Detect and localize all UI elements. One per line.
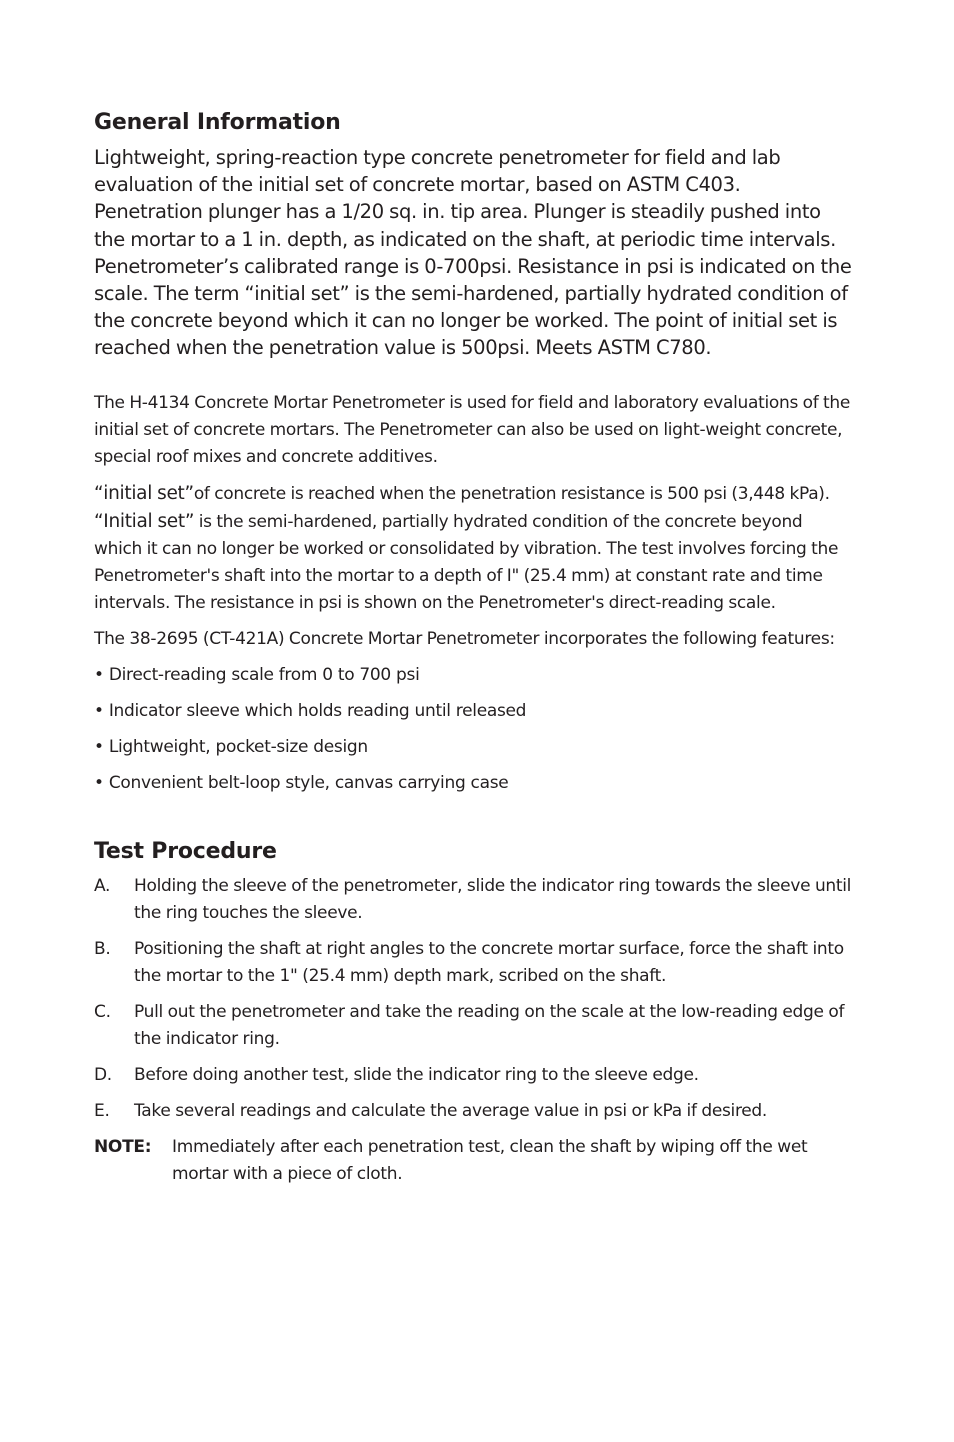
step-text: Before doing another test, slide the indicator ring to the sleeve edge. — [134, 1064, 699, 1085]
feature-item: • Lightweight, pocket-size design — [94, 736, 368, 757]
initial-set-term-2: “Initial set” — [94, 510, 195, 532]
spacer — [94, 362, 854, 390]
step-text: Pull out the penetrometer and take the reading on the scale at the low-reading edge of the indicator ring. — [134, 1001, 845, 1049]
procedure-step — [94, 936, 854, 990]
initial-set-text-1: of concrete is reached when the penetration resistance is 500 psi (3,448 kPa). — [193, 483, 830, 504]
step-text: Take several readings and calculate the average value in psi or kPa if desired. — [134, 1100, 768, 1121]
test-procedure-section — [94, 837, 854, 1188]
initial-set-text-2: is the semi-hardened, partially hydrated condition of the concrete beyond which it can no longer be worked or consolidated by vibration. The test involves forcing the Penetrometer's shaft into the mortar to a depth of I" (25.4 mm) at constant rate and time intervals. The resistance in psi is shown on the Penetrometer's direct-reading scale. — [94, 511, 839, 613]
step-marker: C. — [94, 1001, 111, 1022]
procedure-step — [94, 873, 854, 927]
general-information-heading: General Information — [94, 110, 341, 135]
spacer — [94, 471, 854, 480]
note-block — [94, 1134, 854, 1188]
step-marker: A. — [94, 875, 111, 896]
step-marker: B. — [94, 938, 111, 959]
initial-set-paragraph — [94, 480, 854, 617]
step-marker: E. — [94, 1100, 110, 1121]
features-list — [94, 662, 854, 797]
intro-paragraph: Lightweight, spring-reaction type concrete penetrometer for field and lab evaluation of the initial set of concrete mortar, based on ASTM C403. Penetration plunger has a 1/20 sq. in. tip area. Plunger is steadily pushed into the mortar to a 1 in. depth, as indicated on the shaft, at periodic time intervals. Penetrometer’s calibrated range is 0-700psi. Resistance in psi is indicated on the scale. The term “initial set” is the semi-hardened, partially hydrated condition of the concrete beyond which it can no longer be worked. The point of initial set is reached when the penetration value is 500psi. Meets ASTM C780. — [94, 146, 852, 360]
note-text: Immediately after each penetration test, clean the shaft by wiping off the wet mortar with a piece of cloth. — [172, 1136, 808, 1184]
procedure-step — [94, 1062, 854, 1089]
feature-item: • Direct-reading scale from 0 to 700 psi — [94, 664, 420, 685]
initial-set-term: “initial set” — [94, 482, 194, 504]
step-text: Positioning the shaft at right angles to the concrete mortar surface, force the shaft into the mortar to the 1" (25.4 mm) depth mark, scribed on the shaft. — [134, 938, 844, 986]
step-marker: D. — [94, 1064, 112, 1085]
feature-item: • Convenient belt-loop style, canvas carrying case — [94, 772, 509, 793]
features-intro-paragraph: The 38-2695 (CT-421A) Concrete Mortar Penetrometer incorporates the following features: — [94, 628, 835, 649]
procedure-steps-list — [94, 873, 854, 1125]
note-label: NOTE: — [94, 1136, 152, 1157]
description-paragraph: The H-4134 Concrete Mortar Penetrometer is used for field and laboratory evaluations of the initial set of concrete mortars. The Penetrometer can also be used on light-weight concrete, special roof mixes and concrete additives. — [94, 392, 851, 467]
spacer — [94, 617, 854, 626]
procedure-step — [94, 1098, 854, 1125]
procedure-step — [94, 999, 854, 1053]
document-page — [94, 108, 854, 1188]
test-procedure-heading: Test Procedure — [94, 838, 277, 864]
step-text: Holding the sleeve of the penetrometer, slide the indicator ring towards the sleeve until the ring touches the sleeve. — [134, 875, 852, 923]
feature-item: • Indicator sleeve which holds reading until released — [94, 700, 527, 721]
